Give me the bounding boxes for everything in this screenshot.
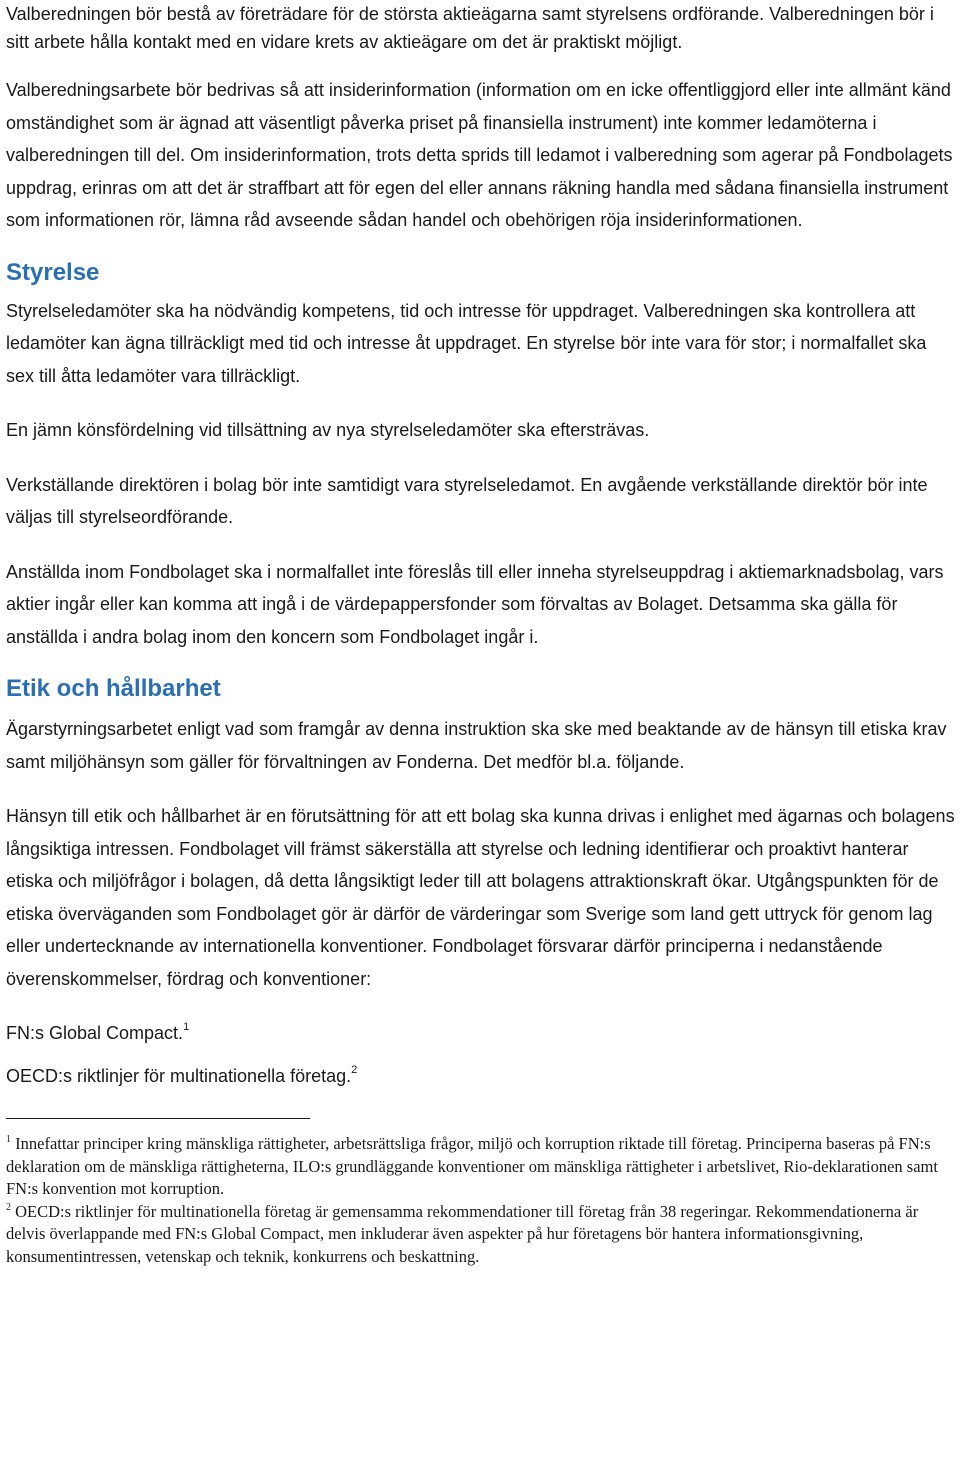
footnote-1 (6, 1133, 956, 1201)
footnote-2-number: 2 (6, 1201, 11, 1213)
styrelse-paragraph-4: Anställda inom Fondbolaget ska i normalfallet inte föreslås till eller inneha styrelseuppdrag i aktiemarknadsbolag, vars aktier ingår eller kan komma att ingå i de värdepappersfonder som förvaltas av Bolaget. Detsamma ska gälla för anställda i andra bolag inom den koncern som Fondbolaget ingår i. (6, 561, 944, 647)
intro-paragraph-1: Valberedningen bör bestå av företrädare för de största aktieägarna samt styrelsens ordförande. Valberedningen bör i sitt arbete hålla kontakt med en vidare krets av aktieägare om det är praktiskt möjligt. (6, 4, 934, 52)
styrelse-paragraph-1: Styrelseledamöter ska ha nödvändig kompetens, tid och intresse för uppdraget. Valberedningen ska kontrollera att ledamöter kan ägna tillräckligt med tid och intresse åt uppdraget. En styrelse bör inte vara för stor; i normalfallet ska sex till åtta ledamöter vara tillräckligt. (6, 300, 927, 386)
heading-styrelse: Styrelse (6, 258, 100, 286)
styrelse-paragraph-2: En jämn könsfördelning vid tillsättning av nya styrelseledamöter ska eftersträvas. (6, 420, 650, 440)
footnote-ref-1[interactable]: 1 (183, 1021, 190, 1033)
list-item-global-compact (6, 1017, 956, 1050)
heading-etik: Etik och hållbarhet (6, 675, 221, 702)
footnote-1-number: 1 (6, 1134, 11, 1145)
list-item-oecd (6, 1060, 956, 1093)
footnote-1-text: Innefattar principer kring mänskliga rättigheter, arbetsrättsliga frågor, miljö och korruption riktade till företag. Principerna baseras på FN:s deklaration om de mänskliga rättigheterna, ILO:s grundläggande konventioner om mänskliga rättigheter i arbetslivet, Rio-deklarationen samt FN:s konvention mot korruption. (6, 1134, 938, 1198)
document-page (6, 0, 956, 1268)
intro-paragraph-2-part-1: Valberedningsarbete bör bedrivas så att insiderinformation (information om en icke offentliggjord eller inte allmänt känd omständighet som är ägnad att väsentligt påverka priset på finansiella instrument) inte kommer ledamöterna i valberedningen till del. (6, 80, 951, 165)
intro-paragraph-2 (6, 74, 956, 237)
footnote-ref-2[interactable]: 2 (351, 1063, 358, 1076)
footnote-2-text: OECD:s riktlinjer för multinationella företag är gemensamma rekommendationer till företag från 38 regeringar. Rekommendationerna är delvis överlappande med FN:s Global Compact, men inkluderar även aspekter på hur företagens bör hantera informationsgivning, konsumentintressen, vetenskap och teknik, konkurrens och beskattning. (6, 1201, 919, 1266)
etik-paragraph-1: Ägarstyrningsarbetet enligt vad som framgår av denna instruktion ska ske med beaktande av de hänsyn till etiska krav samt miljöhänsyn som gäller för förvaltningen av Fonderna. Det medför bl.a. följande. (6, 719, 947, 772)
intro-paragraph-2-part-2: Om insiderinformation, trots detta sprids till ledamot i valberedning som agerar på Fondbolagets uppdrag, erinras om att det är straffbart att för egen del eller annans räkning handla med sådana finansiella instrument som informationen rör, lämna råd avseende sådan handel och obehörigen röja insiderinformationen. (6, 145, 953, 230)
etik-paragraph-2: Hänsyn till etik och hållbarhet är en förutsättning för att ett bolag ska kunna drivas i enlighet med ägarnas och bolagens långsiktiga intressen. Fondbolaget vill främst säkerställa att styrelse och ledning identifierar och proaktivt hanterar etiska och miljöfrågor i bolagen, då detta långsiktigt leder till att bolagens attraktionskraft ökar. Utgångspunkten för de etiska överväganden som Fondbolaget gör är därför de värderingar som Sverige som land gett uttryck för genom lag eller undertecknande av internationella konventioner. Fondbolaget försvarar därför principerna i nedanstående överenskommelser, fördrag och konventioner: (6, 806, 955, 989)
styrelse-paragraph-3: Verkställande direktören i bolag bör inte samtidigt vara styrelseledamot. En avgående verkställande direktör bör inte väljas till styrelseordförande. (6, 474, 928, 527)
footnote-2 (6, 1201, 956, 1269)
oecd-text: OECD:s riktlinjer för multinationella företag. (6, 1065, 352, 1086)
footnote-separator (6, 1118, 310, 1119)
global-compact-text: FN:s Global Compact. (6, 1023, 184, 1043)
